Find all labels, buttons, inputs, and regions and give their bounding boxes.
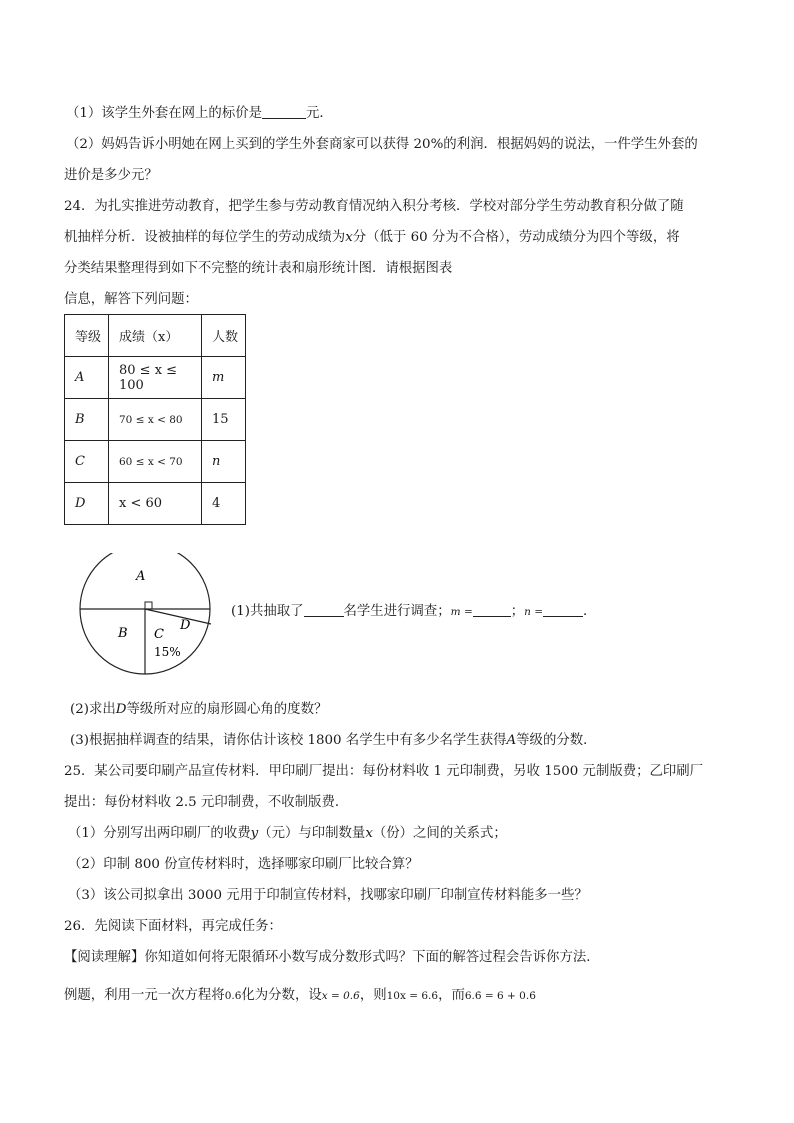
- q25-part1-post: （份）之间的关系式；: [372, 826, 507, 841]
- q24-sub2-pre: (2)求出: [70, 702, 116, 717]
- q26-reading: 【阅读理解】你知道如何将无限循环小数写成分数形式吗？下面的解答过程会告诉你方法．: [64, 950, 600, 965]
- q26-example-mid3: ，而: [438, 988, 465, 1003]
- q24-sub2-post: 等级所对应的扇形圆心角的度数？: [126, 702, 328, 717]
- var-a: A: [506, 733, 517, 748]
- var-d: D: [115, 702, 127, 717]
- pie-label-a: A: [136, 569, 146, 584]
- q24-intro-line1: 24．为扎实推进劳动教育，把学生参与劳动教育情况纳入积分考核．学校对部分学生劳动教育积分做了随: [64, 199, 684, 214]
- answer-blank: [262, 104, 306, 119]
- table-cell: B: [65, 399, 109, 441]
- table-cell: 15: [202, 399, 246, 441]
- q23-part1-unit: 元．: [306, 106, 333, 121]
- table-cell: n: [202, 441, 246, 483]
- pie-divider-dc: [145, 609, 211, 624]
- pie-chart: [78, 553, 218, 681]
- answer-blank: [473, 602, 511, 617]
- table-row: [65, 483, 246, 525]
- q26-example: [64, 987, 536, 1005]
- q26-example-pre: 例题，利用一元一次方程将: [64, 988, 225, 1003]
- pie-label-d: D: [180, 618, 191, 633]
- pie-label-b: B: [118, 626, 128, 641]
- table-cell: D: [65, 483, 109, 525]
- var-y: y: [250, 826, 259, 841]
- table-cell: C: [65, 441, 109, 483]
- table-header-cell: 成绩（x）: [109, 315, 202, 357]
- q25-part2: （2）印制 800 份宣传材料时，选择哪家印刷厂比较合算？: [68, 857, 419, 872]
- table-header-cell: 等级: [65, 315, 109, 357]
- var-m: m =: [450, 606, 473, 618]
- table-cell: 80 ≤ x ≤ 100: [109, 357, 202, 399]
- q24-intro-line3: 分类结果整理得到如下不完整的统计表和扇形统计图．请根据图表: [64, 261, 453, 276]
- q25-line2: 提出：每份材料收 2.5 元印制费，不收制版费．: [64, 795, 349, 810]
- q24-sub1-mid: 名学生进行调查；: [343, 604, 451, 619]
- q25-line1: 25．某公司要印刷产品宣传材料．甲印刷厂提出：每份材料收 1 元印制费，另收 1500 元制版费；乙印刷厂: [64, 764, 704, 779]
- table-cell: 70 ≤ x < 80: [109, 399, 202, 441]
- q24-sub1: [231, 602, 596, 621]
- q25-part1: [68, 825, 507, 843]
- q25-part3: （3）该公司拟拿出 3000 元用于印制宣传材料，找哪家印刷厂印制宣传材料能多一些？: [68, 888, 588, 903]
- q24-sub3-pre: (3)根据抽样调查的结果，请你估计该校 1800 名学生中有多少名学生获得: [70, 733, 507, 748]
- grade-table: [64, 314, 246, 525]
- q24-intro-line2-post: 分（低于 60 分为不合格），劳动成绩分为四个等级，将: [352, 230, 680, 245]
- var-n: n =: [524, 606, 544, 618]
- pie-label-c-percent: 15%: [154, 645, 181, 659]
- var-x: x: [345, 230, 353, 245]
- table-cell: m: [202, 357, 246, 399]
- table-header-row: [65, 315, 246, 357]
- pie-label-c: C: [154, 627, 164, 642]
- q24-intro-line4: 信息，解答下列问题：: [64, 292, 198, 307]
- table-cell: 60 ≤ x < 70: [109, 441, 202, 483]
- math-decimal: 0.6̇: [224, 990, 242, 1002]
- var-x: x: [365, 826, 373, 841]
- q24-sub3: [70, 732, 597, 750]
- table-row: [65, 357, 246, 399]
- q24-sub2: [70, 701, 327, 719]
- q23-part2-line1: （2）妈妈告诉小明她在网上买到的学生外套商家可以获得 20%的利润．根据妈妈的说法，一件学生外套的: [66, 137, 698, 152]
- answer-blank: [304, 602, 344, 617]
- q26-example-mid1: 化为分数，设: [241, 988, 322, 1003]
- q26-example-mid2: ，则: [359, 988, 387, 1003]
- q23-part2-line2: 进价是多少元？: [64, 168, 158, 183]
- math-equation-3: 6.6̇ = 6 + 0.6̇: [464, 990, 536, 1002]
- q24-intro-line2: [64, 229, 680, 247]
- table-cell: x < 60: [109, 483, 202, 525]
- table-row: [65, 441, 246, 483]
- q24-sub3-post: 等级的分数．: [516, 733, 597, 748]
- q24-sub1-end: ．: [583, 604, 597, 619]
- q24-sub1-sep: ；: [510, 604, 525, 619]
- table-header-cell: 人数: [202, 315, 246, 357]
- q26-line1: 26．先阅读下面材料，再完成任务：: [64, 919, 282, 934]
- q25-part1-mid: （元）与印制数量: [258, 826, 366, 841]
- answer-blank: [543, 602, 583, 617]
- math-equation-1: x = 0.6̇: [321, 990, 360, 1002]
- q24-sub1-pre: (1)共抽取了: [231, 604, 304, 619]
- q25-part1-pre: （1）分别写出两印刷厂的收费: [68, 826, 251, 841]
- math-equation-2: 10x = 6.6̇: [386, 990, 439, 1002]
- right-angle-marker: [145, 602, 152, 609]
- q23-part1-text: （1）该学生外套在网上的标价是: [66, 106, 262, 121]
- table-row: [65, 399, 246, 441]
- q23-part1: [66, 104, 333, 123]
- table-cell: 4: [202, 483, 246, 525]
- table-cell: A: [65, 357, 109, 399]
- q24-intro-line2-pre: 机抽样分析．设被抽样的每位学生的劳动成绩为: [64, 230, 346, 245]
